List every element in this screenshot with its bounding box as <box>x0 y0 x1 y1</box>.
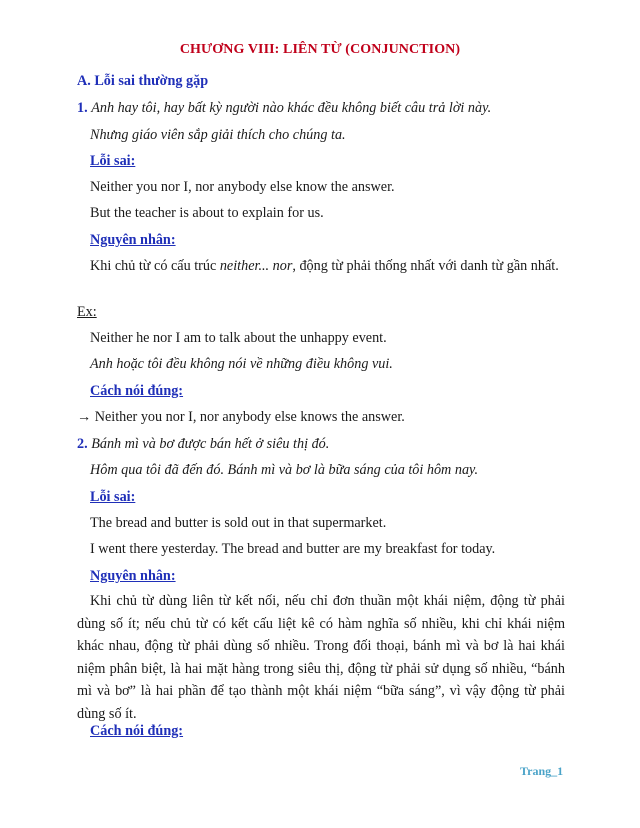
item-2-wrong-heading: Lỗi sai: <box>90 489 136 505</box>
item-1-right-heading: Cách nói đúng: <box>90 383 184 399</box>
item-2-question-line2: Hôm qua tôi đã đến đó. Bánh mì và bơ là bữa sáng của tôi hôm nay. <box>90 462 479 478</box>
item-2-right-heading: Cách nói đúng: <box>90 723 184 739</box>
item-1-reason-paragraph <box>77 255 565 278</box>
item-2-wrong-line2: I went there yesterday. The bread and butter are my breakfast for today. <box>90 541 496 557</box>
item-2-number: 2. <box>77 436 88 452</box>
chapter-title: CHƯƠNG VIII: LIÊN TỪ (CONJUNCTION) <box>179 42 461 57</box>
item-1-reason-part-b: , động từ phải thống nhất với danh từ gần nhất. <box>292 258 559 274</box>
item-1-wrong-line2: But the teacher is about to explain for us. <box>90 205 324 221</box>
item-1-reason-part-a: Khi chủ từ có cấu trúc <box>90 258 220 274</box>
item-2-reason-paragraph: Khi chủ từ dùng liên từ kết nối, nếu chỉ đơn thuần một khái niệm, động từ phải dùng số ít; nếu chủ từ có kết cấu liệt kê có hàm nghĩa số nhiều, khi chỉ khái niệm khác nhau, động từ phải dùng số nhiều. Trong đối thoại, bánh mì và bơ là hai khái niệm phân biệt, là hai mặt hàng trong siêu thị, động từ phải sử dụng số nhiều, “bánh mì và bơ” là hai phần để tạo thành một khái niệm “bữa sáng”, vì vậy động từ phải dùng số ít. <box>77 593 565 722</box>
item-2-wrong-line1: The bread and butter is sold out in that supermarket. <box>90 515 387 531</box>
item-1-wrong-heading: Lỗi sai: <box>90 153 136 169</box>
item-2-reason-heading: Nguyên nhân: <box>90 568 176 584</box>
item-1-reason-heading: Nguyên nhân: <box>90 232 176 248</box>
section-heading: A. Lỗi sai thường gặp <box>77 73 209 89</box>
item-1-right-line: → Neither you nor I, nor anybody else knows the answer. <box>77 409 405 425</box>
item-2-question-text: Bánh mì và bơ được bán hết ở siêu thị đó. <box>91 436 330 452</box>
item-1-question-text: Anh hay tôi, hay bất kỳ người nào khác đều không biết câu trả lời này. <box>91 100 492 116</box>
item-2-question-line1 <box>77 435 329 453</box>
item-1-ex-line2: Anh hoặc tôi đều không nói về những điều không vui. <box>90 356 393 372</box>
item-1-question-line1 <box>77 99 491 117</box>
item-1-reason-italic: neither... nor <box>219 258 293 274</box>
item-1-ex-label: Ex: <box>77 304 97 320</box>
item-1-question-line2: Nhưng giáo viên sắp giải thích cho chúng ta. <box>90 127 346 143</box>
item-1-ex-line1: Neither he nor I am to talk about the unhappy event. <box>90 330 387 346</box>
item-1-number: 1. <box>77 100 88 116</box>
item-1-wrong-line1: Neither you nor I, nor anybody else know the answer. <box>90 179 395 195</box>
page-footer: Trang_1 <box>520 764 564 778</box>
